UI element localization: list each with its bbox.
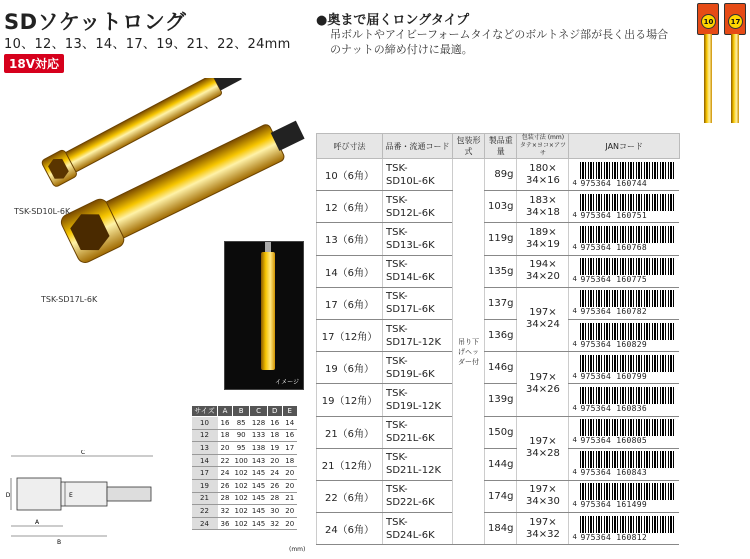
barcode xyxy=(572,323,676,349)
code-suffix: SD14L-6K xyxy=(386,272,435,284)
code-suffix: SD12L-6K xyxy=(386,207,435,219)
dims-line-1: 197× xyxy=(529,436,557,448)
dims-header-b: B xyxy=(233,406,250,417)
table-row xyxy=(317,480,680,512)
cell-jan xyxy=(569,352,680,384)
code-prefix: TSK- xyxy=(386,226,408,238)
dim-label-d: D xyxy=(5,492,11,499)
dims-cell: 102 xyxy=(233,467,250,480)
dims-cell: 14 xyxy=(192,454,218,467)
cell-size: 10（6角） xyxy=(317,159,383,191)
cell-jan xyxy=(569,448,680,480)
cell-size: 21（12角） xyxy=(317,448,383,480)
jan-number: 975364 160843 xyxy=(580,468,647,478)
cell-pack-dims xyxy=(517,223,569,255)
dims-row xyxy=(192,429,298,442)
cell-weight: 119g xyxy=(485,223,517,255)
dims-cell: 102 xyxy=(233,505,250,518)
barcode-bars xyxy=(580,162,676,179)
cell-jan xyxy=(569,384,680,416)
dims-line-2: 34×20 xyxy=(526,271,560,283)
cell-product-code xyxy=(383,480,453,512)
dims-line-1: 197× xyxy=(529,484,557,496)
barcode-bars xyxy=(580,483,676,500)
jan-lead-digit: 4 xyxy=(572,178,577,187)
table-row xyxy=(317,513,680,545)
dims-cell: 145 xyxy=(250,505,267,518)
dims-cell: 102 xyxy=(233,492,250,505)
jan-lead-digit: 4 xyxy=(572,532,577,541)
cell-size: 19（6角） xyxy=(317,352,383,384)
table-row xyxy=(317,223,680,255)
jan-number: 975364 160805 xyxy=(580,436,647,446)
barcode-bars xyxy=(580,516,676,533)
label-large-socket: TSK-SD17L-6K xyxy=(41,295,98,304)
dims-cell: 16 xyxy=(267,417,282,430)
dims-cell: 17 xyxy=(282,442,297,455)
cell-product-code xyxy=(383,448,453,480)
barcode-bars xyxy=(580,355,676,372)
jan-number: 975364 160782 xyxy=(580,307,647,317)
dims-cell: 24 xyxy=(218,467,233,480)
dims-cell: 24 xyxy=(192,517,218,530)
cell-pack-dims xyxy=(517,352,569,416)
dims-cell: 26 xyxy=(267,479,282,492)
jan-lead-digit: 4 xyxy=(572,371,577,380)
code-suffix: SD21L-12K xyxy=(386,465,442,477)
cell-product-code xyxy=(383,416,453,448)
header-jan: JANコード xyxy=(569,134,680,159)
code-prefix: TSK- xyxy=(386,484,408,496)
cell-jan xyxy=(569,159,680,191)
dims-cell: 20 xyxy=(282,517,297,530)
dims-line-1: 189× xyxy=(529,226,557,238)
cell-pack-type: 吊り下げヘッダー付 xyxy=(453,159,485,545)
code-suffix: SD21L-6K xyxy=(386,433,435,445)
cell-weight: 150g xyxy=(485,416,517,448)
dims-cell: 20 xyxy=(267,454,282,467)
dims-line-1: 183× xyxy=(529,194,557,206)
dims-cell: 12 xyxy=(192,429,218,442)
dim-label-a: A xyxy=(34,519,40,526)
dim-label-b: B xyxy=(56,539,62,546)
18v-badge: 18V対応 xyxy=(4,54,64,73)
dims-cell: 145 xyxy=(250,467,267,480)
dims-cell: 26 xyxy=(218,479,233,492)
cell-jan xyxy=(569,223,680,255)
jan-lead-digit: 4 xyxy=(572,468,577,477)
cell-product-code xyxy=(383,352,453,384)
code-suffix: SD22L-6K xyxy=(386,497,435,509)
cell-pack-dims xyxy=(517,480,569,512)
table-row xyxy=(317,448,680,480)
code-suffix: SD10L-6K xyxy=(386,175,435,187)
jan-lead-digit: 4 xyxy=(572,275,577,284)
dims-row xyxy=(192,454,298,467)
usage-image xyxy=(224,241,304,390)
socket-in-use xyxy=(261,252,275,370)
cell-weight: 146g xyxy=(485,352,517,384)
cell-jan xyxy=(569,255,680,287)
dims-header-d: D xyxy=(267,406,282,417)
table-row xyxy=(317,255,680,287)
code-prefix: TSK- xyxy=(386,162,408,174)
header-pack-type: 包装形式 xyxy=(453,134,485,159)
cell-product-code xyxy=(383,287,453,319)
barcode xyxy=(572,355,676,381)
dims-cell: 18 xyxy=(218,429,233,442)
dims-row xyxy=(192,417,298,430)
dims-row xyxy=(192,442,298,455)
table-row xyxy=(317,352,680,384)
jan-lead-digit: 4 xyxy=(572,307,577,316)
code-prefix: TSK- xyxy=(386,355,408,367)
dims-header-e: E xyxy=(282,406,297,417)
dims-line-2: 34×32 xyxy=(526,528,560,540)
code-prefix: TSK- xyxy=(386,259,408,271)
dims-cell: 28 xyxy=(267,492,282,505)
table-row xyxy=(317,384,680,416)
code-suffix: SD19L-6K xyxy=(386,368,435,380)
header-product-code: 品番・流通コード xyxy=(383,134,453,159)
barcode-bars xyxy=(580,451,676,468)
cell-weight: 174g xyxy=(485,480,517,512)
jan-number: 975364 160768 xyxy=(580,242,647,252)
feature-title: ●奥まで届くロングタイプ xyxy=(316,13,470,28)
dims-line-2: 34×19 xyxy=(526,238,560,250)
cell-product-code xyxy=(383,319,453,351)
cell-size: 22（6角） xyxy=(317,480,383,512)
barcode-bars xyxy=(580,226,676,243)
barcode-bars xyxy=(580,323,676,340)
jan-number: 975364 160751 xyxy=(580,210,647,220)
dims-line-2: 34×26 xyxy=(526,383,560,395)
cell-pack-dims xyxy=(517,416,569,480)
header-size: 呼び寸法 xyxy=(317,134,383,159)
dims-cell: 90 xyxy=(233,429,250,442)
cell-product-code xyxy=(383,513,453,545)
code-suffix: SD19L-12K xyxy=(386,400,442,412)
cell-size: 14（6角） xyxy=(317,255,383,287)
dims-cell: 14 xyxy=(282,417,297,430)
code-prefix: TSK- xyxy=(386,387,408,399)
dims-row xyxy=(192,517,298,530)
table-row xyxy=(317,416,680,448)
dims-cell: 85 xyxy=(233,417,250,430)
dims-row xyxy=(192,479,298,492)
page-title: SDソケットロング xyxy=(4,10,187,34)
dims-line-2: 34×24 xyxy=(526,319,560,331)
jan-lead-digit: 4 xyxy=(572,436,577,445)
dims-cell: 133 xyxy=(250,429,267,442)
dims-cell: 24 xyxy=(267,467,282,480)
dims-cell: 32 xyxy=(267,517,282,530)
dims-cell: 138 xyxy=(250,442,267,455)
dims-line-1: 197× xyxy=(529,516,557,528)
cell-jan xyxy=(569,480,680,512)
barcode-bars xyxy=(580,290,676,307)
jan-lead-digit: 4 xyxy=(572,403,577,412)
dims-cell: 145 xyxy=(250,517,267,530)
code-prefix: TSK- xyxy=(386,516,408,528)
dims-cell: 20 xyxy=(282,467,297,480)
cell-pack-dims xyxy=(517,191,569,223)
jan-lead-digit: 4 xyxy=(572,339,577,348)
barcode-bars xyxy=(580,387,676,404)
dims-line-1: 197× xyxy=(529,371,557,383)
dims-line-1: 197× xyxy=(529,307,557,319)
cell-product-code xyxy=(383,223,453,255)
cell-product-code xyxy=(383,191,453,223)
code-prefix: TSK- xyxy=(386,323,408,335)
dim-label-c: C xyxy=(80,450,86,456)
dims-line-1: 194× xyxy=(529,259,557,271)
jan-number: 975364 160812 xyxy=(580,532,647,542)
barcode-bars xyxy=(580,258,676,275)
dims-row xyxy=(192,492,298,505)
jan-lead-digit: 4 xyxy=(572,500,577,509)
cell-size: 13（6角） xyxy=(317,223,383,255)
cell-weight: 103g xyxy=(485,191,517,223)
code-suffix: SD17L-12K xyxy=(386,336,442,348)
barcode xyxy=(572,290,676,316)
code-suffix: SD13L-6K xyxy=(386,239,435,251)
table-row xyxy=(317,191,680,223)
package-photo-10 xyxy=(697,3,719,123)
dim-label-e: E xyxy=(69,492,73,499)
dims-cell: 20 xyxy=(218,442,233,455)
package-photo-17 xyxy=(724,3,746,123)
dims-row xyxy=(192,505,298,518)
feature-text: 吊ボルトやアイビーフォームタイなどのボルトネジ部が長く出る場合のナットの締め付けに最適。 xyxy=(330,28,669,56)
dims-cell: 18 xyxy=(267,429,282,442)
dims-header-a: A xyxy=(218,406,233,417)
dims-cell: 145 xyxy=(250,492,267,505)
dims-cell: 32 xyxy=(218,505,233,518)
barcode xyxy=(572,226,676,252)
dims-cell: 22 xyxy=(192,505,218,518)
barcode xyxy=(572,162,676,188)
cell-weight: 144g xyxy=(485,448,517,480)
dimensions-table xyxy=(191,405,298,530)
barcode xyxy=(572,194,676,220)
cell-pack-dims xyxy=(517,255,569,287)
dims-line-2: 34×18 xyxy=(526,206,560,218)
cell-jan xyxy=(569,319,680,351)
table-row xyxy=(317,159,680,191)
dims-cell: 17 xyxy=(192,467,218,480)
cell-jan xyxy=(569,191,680,223)
jan-number: 975364 160744 xyxy=(580,178,647,188)
size-list: 10、12、13、14、17、19、21、22、24mm xyxy=(4,37,291,52)
dims-cell: 18 xyxy=(282,454,297,467)
dims-cell: 19 xyxy=(267,442,282,455)
cell-product-code xyxy=(383,384,453,416)
jan-lead-digit: 4 xyxy=(572,242,577,251)
dims-cell: 16 xyxy=(218,417,233,430)
cell-jan xyxy=(569,513,680,545)
cell-pack-dims xyxy=(517,513,569,545)
package-size-badge: 10 xyxy=(701,14,716,29)
barcode xyxy=(572,387,676,413)
cell-weight: 135g xyxy=(485,255,517,287)
package-size-badge: 17 xyxy=(728,14,743,29)
jan-number: 975364 161499 xyxy=(580,500,647,510)
code-suffix: SD24L-6K xyxy=(386,529,435,541)
code-suffix: SD17L-6K xyxy=(386,304,435,316)
barcode xyxy=(572,483,676,509)
barcode-bars xyxy=(580,194,676,211)
dims-cell: 16 xyxy=(282,429,297,442)
cell-size: 24（6角） xyxy=(317,513,383,545)
cell-pack-dims xyxy=(517,159,569,191)
cell-size: 17（12角） xyxy=(317,319,383,351)
barcode xyxy=(572,258,676,284)
dimension-diagram xyxy=(3,450,163,550)
jan-number: 975364 160799 xyxy=(580,371,647,381)
dims-cell: 22 xyxy=(218,454,233,467)
cell-weight: 137g xyxy=(485,287,517,319)
dims-row xyxy=(192,467,298,480)
dims-cell: 20 xyxy=(282,479,297,492)
cell-product-code xyxy=(383,159,453,191)
jan-number: 975364 160829 xyxy=(580,339,647,349)
dims-cell: 13 xyxy=(192,442,218,455)
cell-pack-dims xyxy=(517,287,569,351)
cell-weight: 89g xyxy=(485,159,517,191)
table-row xyxy=(317,287,680,319)
dims-line-2: 34×16 xyxy=(526,174,560,186)
dims-cell: 21 xyxy=(192,492,218,505)
table-row xyxy=(317,319,680,351)
dims-cell: 19 xyxy=(192,479,218,492)
cell-size: 19（12角） xyxy=(317,384,383,416)
code-prefix: TSK- xyxy=(386,194,408,206)
jan-number: 975364 160775 xyxy=(580,275,647,285)
dims-unit: (mm) xyxy=(289,546,306,553)
dims-cell: 145 xyxy=(250,479,267,492)
dims-cell: 20 xyxy=(282,505,297,518)
label-small-socket: TSK-SD10L-6K xyxy=(14,207,71,216)
dims-cell: 10 xyxy=(192,417,218,430)
jan-lead-digit: 4 xyxy=(572,210,577,219)
dims-cell: 30 xyxy=(267,505,282,518)
image-caption: イメージ xyxy=(275,379,299,386)
dims-cell: 36 xyxy=(218,517,233,530)
dims-cell: 143 xyxy=(250,454,267,467)
code-prefix: TSK- xyxy=(386,420,408,432)
cell-size: 21（6角） xyxy=(317,416,383,448)
barcode xyxy=(572,419,676,445)
header-pack-dims: 包装寸法 (mm) タテ×ヨコ×アツサ xyxy=(517,134,569,159)
dims-cell: 102 xyxy=(233,479,250,492)
code-prefix: TSK- xyxy=(386,291,408,303)
dims-cell: 21 xyxy=(282,492,297,505)
barcode-bars xyxy=(580,419,676,436)
dims-header-size: サイズ xyxy=(192,406,218,417)
cell-product-code xyxy=(383,255,453,287)
cell-weight: 136g xyxy=(485,319,517,351)
barcode xyxy=(572,451,676,477)
header-weight: 製品重量 xyxy=(485,134,517,159)
cell-size: 12（6角） xyxy=(317,191,383,223)
dims-line-2: 34×28 xyxy=(526,448,560,460)
dims-cell: 102 xyxy=(233,517,250,530)
dims-line-1: 180× xyxy=(529,162,557,174)
cell-weight: 139g xyxy=(485,384,517,416)
code-prefix: TSK- xyxy=(386,452,408,464)
dims-cell: 128 xyxy=(250,417,267,430)
dims-cell: 95 xyxy=(233,442,250,455)
dims-line-2: 34×30 xyxy=(526,496,560,508)
barcode xyxy=(572,516,676,542)
dims-cell: 100 xyxy=(233,454,250,467)
cell-jan xyxy=(569,416,680,448)
dims-cell: 28 xyxy=(218,492,233,505)
dims-header-c: C xyxy=(250,406,267,417)
cell-weight: 184g xyxy=(485,513,517,545)
cell-size: 17（6角） xyxy=(317,287,383,319)
cell-jan xyxy=(569,287,680,319)
spec-table xyxy=(316,133,680,545)
jan-number: 975364 160836 xyxy=(580,403,647,413)
